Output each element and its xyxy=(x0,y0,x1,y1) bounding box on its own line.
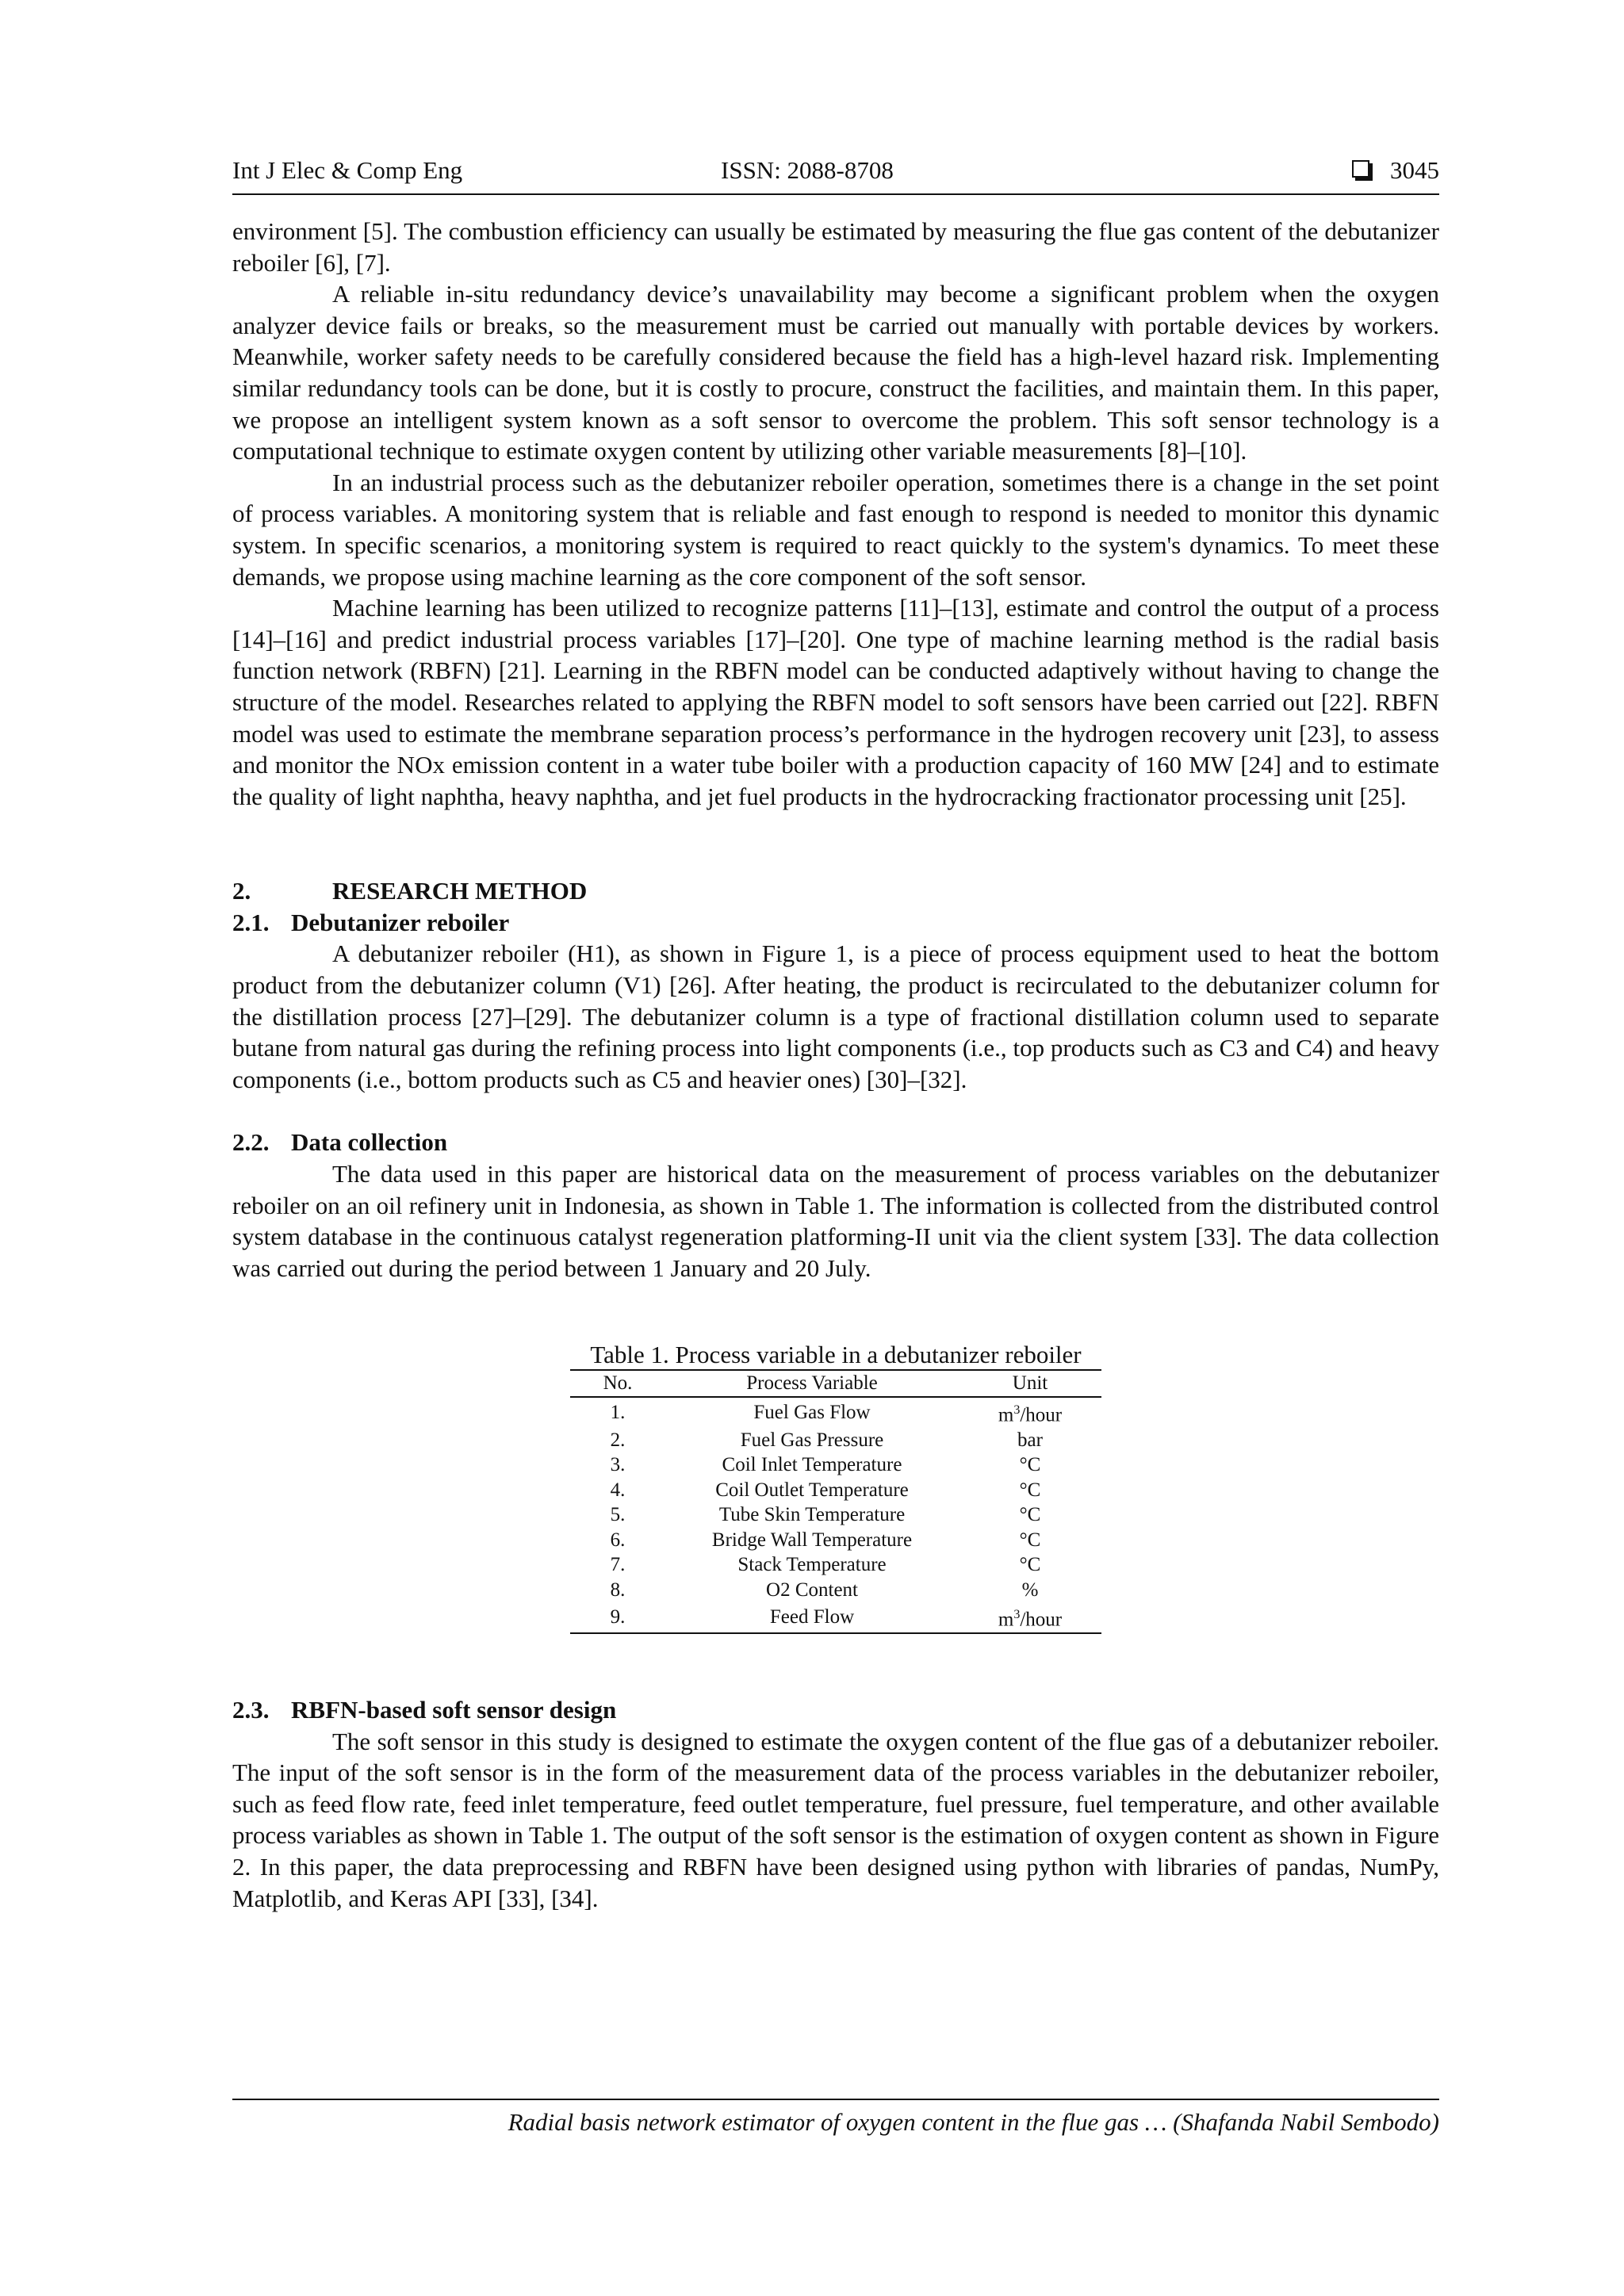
paragraph-data-collection: The data used in this paper are historical data on the measurement of process variables on the debutanizer reboiler on an oil refinery unit in Indonesia, as shown in Table 1. The information is collected from the distributed control system database in the continuous catalyst regeneration platforming-II unit via the client system [33]. The data collection was carried out during the period between 1 January and 20 July. xyxy=(232,1160,1439,1282)
table-row xyxy=(570,1397,1101,1428)
square-bullet-icon xyxy=(1352,160,1369,178)
table-header-cell: Process Variable xyxy=(665,1370,959,1397)
table-cell: O2 Content xyxy=(766,1578,858,1601)
page-number: 3045 xyxy=(1390,156,1439,184)
paragraph-intro-4: Machine learning has been utilized to recognize patterns [11]–[13], estimate and control the output of a process [14]–[16] and predict industrial process variables [17]–[20]. One type of machine learning method is the radial basis function network (RBFN) [21]. Learning in the RBFN model can be conducted adaptively without having to change the structure of the model. Researches related to applying the RBFN model to soft sensors have been carried out [22]. RBFN model was used to estimate the membrane separation process’s performance in the hydrogen recovery unit [23], to assess and monitor the NOx emission content in a water tube boiler with a production capacity of 160 MW [24] and to estimate the quality of light naphtha, heavy naphtha, and jet fuel products in the hydrocracking fractionator processing unit [25]. xyxy=(232,594,1439,810)
table-cell: Stack Temperature xyxy=(737,1554,887,1576)
table-row xyxy=(570,1602,1101,1633)
subsection-heading-2-2 xyxy=(232,1127,1439,1158)
table-cell: °C xyxy=(1019,1529,1041,1551)
paragraph-soft-sensor-design: The soft sensor in this study is designed to estimate the oxygen content of the flue gas of a debutanizer reboiler. The input of the soft sensor is in the form of the measurement data of the process variables in the debutanizer reboiler, such as feed flow rate, feed inlet temperature, feed outlet temperature, fuel pressure, fuel temperature, and other available process variables as shown in Table 1. The output of the soft sensor is the estimation of oxygen content as shown in Figure 2. In this paper, the data preprocessing and RBFN have been designed using python with libraries of pandas, NumPy, Matplotlib, and Keras API [33], [34]. xyxy=(232,1727,1439,1912)
table-cell: $m^3$/hour xyxy=(998,1402,1063,1426)
subsection-heading-2-1 xyxy=(232,907,1439,939)
process-variable-table xyxy=(570,1369,1101,1634)
paragraph-debutanizer: A debutanizer reboiler (H1), as shown in Figure 1, is a piece of process equipment used to heat the bottom product from the debutanizer column (V1) [26]. After heating, the product is recirculated to the debutanizer column for the distillation process [27]–[29]. The debutanizer column is a type of fractional distillation column used to separate butane from natural gas during the refining process into light components (i.e., top products such as C3 and C4) and heavy components (i.e., bottom products such as C5 and heavier ones) [30]–[32]. xyxy=(232,939,1439,1093)
table-cell: % xyxy=(1021,1578,1039,1601)
table-cell: 9. xyxy=(570,1602,665,1633)
running-title: Radial basis network estimator of oxygen content in the flue gas … (Shafanda Nabil Sembodo) xyxy=(508,2108,1439,2136)
paper-page xyxy=(232,151,1439,1914)
table-row xyxy=(570,1452,1101,1478)
table-cell: °C xyxy=(1019,1479,1041,1501)
table-cell: °C xyxy=(1019,1504,1041,1526)
table-cell: Bridge Wall Temperature xyxy=(711,1529,913,1551)
table-cell: °C xyxy=(1019,1554,1041,1576)
subsection-number: 2.3. xyxy=(232,1696,270,1724)
table-row xyxy=(570,1552,1101,1578)
subsection-number: 2.2. xyxy=(232,1128,270,1157)
table-cell: Fuel Gas Pressure xyxy=(740,1429,884,1451)
page-footer xyxy=(232,2099,1439,2138)
table-header-cell: No. xyxy=(570,1370,665,1397)
subsection-heading-2-3 xyxy=(232,1694,1439,1726)
table-row xyxy=(570,1528,1101,1553)
table-cell: Fuel Gas Flow xyxy=(753,1402,871,1424)
table-caption: Table 1. Process variable in a debutanizer reboiler xyxy=(590,1341,1082,1369)
body-text-2-3 xyxy=(232,1694,1439,1914)
section-title: RESEARCH METHOD xyxy=(332,877,588,905)
table-cell: bar xyxy=(1017,1429,1043,1451)
header-rule xyxy=(232,193,1439,195)
table-row xyxy=(570,1478,1101,1503)
table-header-row xyxy=(570,1370,1101,1397)
table-cell: Coil Outlet Temperature xyxy=(715,1479,909,1501)
subsection-title: Debutanizer reboiler xyxy=(291,908,510,936)
table-row xyxy=(570,1578,1101,1603)
journal-name: Int J Elec & Comp Eng xyxy=(232,156,463,184)
table-cell: 8. xyxy=(610,1578,626,1601)
table-cell: 6. xyxy=(610,1529,626,1551)
table-cell: 2. xyxy=(610,1429,626,1451)
paragraph-intro-1: environment [5]. The combustion efficiency can usually be estimated by measuring the flue gas content of the debutanizer reboiler [6], [7]. xyxy=(232,217,1439,277)
page-header xyxy=(232,151,1439,190)
table-cell: 1. xyxy=(610,1402,626,1424)
table-row xyxy=(570,1428,1101,1453)
table-cell: $m^3$/hour xyxy=(959,1602,1101,1633)
table-cell: Tube Skin Temperature xyxy=(718,1504,906,1526)
section-heading xyxy=(232,875,1439,907)
table-cell: 3. xyxy=(610,1454,626,1476)
table-cell: Feed Flow xyxy=(665,1602,959,1633)
issn: ISSN: 2088-8708 xyxy=(721,156,894,184)
paragraph-intro-2: A reliable in-situ redundancy device’s unavailability may become a significant problem when the oxygen analyzer device fails or breaks, so the measurement must be carried out manually with portable devices by workers. Meanwhile, worker safety needs to be carefully considered because the field has a high-level hazard risk. Implementing similar redundancy tools can be done, but it is costly to procure, construct the facilities, and maintain them. In this paper, we propose an intelligent system known as a soft sensor to overcome the problem. This soft sensor technology is a computational technique to estimate oxygen content by utilizing other variable measurements [8]–[10]. xyxy=(232,280,1439,465)
table-cell: Coil Inlet Temperature xyxy=(722,1454,902,1476)
subsection-number: 2.1. xyxy=(232,908,270,936)
table-row xyxy=(570,1502,1101,1528)
paragraph-intro-3: In an industrial process such as the debutanizer reboiler operation, sometimes there is a change in the set point of process variables. A monitoring system that is reliable and fast enough to respond is needed to monitor this dynamic system. In specific scenarios, a monitoring system is required to react quickly to the system's dynamics. To meet these demands, we propose using machine learning as the core component of the soft sensor. xyxy=(232,468,1439,591)
table-cell: 5. xyxy=(610,1504,626,1526)
table-header-cell: Unit xyxy=(959,1370,1101,1397)
table-cell: 7. xyxy=(610,1554,626,1576)
table-cell: 4. xyxy=(610,1479,626,1501)
table-cell: °C xyxy=(1019,1454,1041,1476)
subsection-title: RBFN-based soft sensor design xyxy=(291,1696,617,1724)
footer-rule xyxy=(232,2099,1439,2100)
body-text xyxy=(232,216,1439,1284)
section-number: 2. xyxy=(232,877,251,905)
subsection-title: Data collection xyxy=(291,1128,448,1157)
